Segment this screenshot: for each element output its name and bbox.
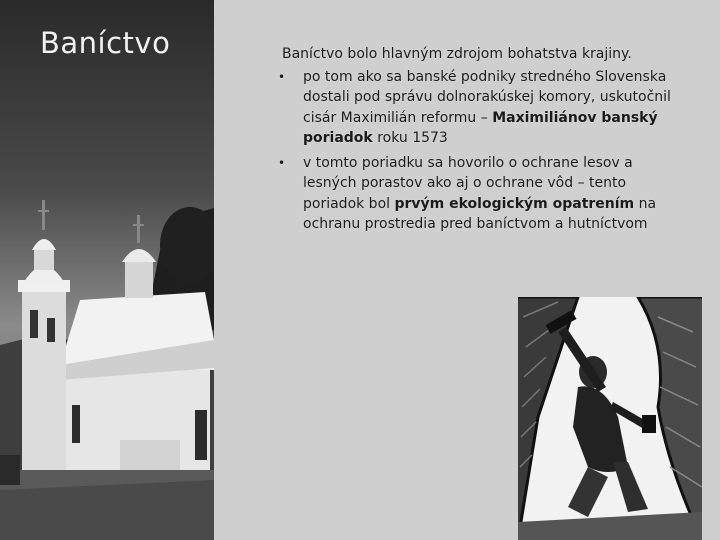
slide-title: Baníctvo xyxy=(40,26,171,60)
miner-illustration xyxy=(518,297,702,540)
bullet-marker: • xyxy=(278,69,286,84)
bullet-text: v tomto poriadku sa hovorilo o ochrane lesov a lesných porastov ako aj o ochrane vôd – tento poriadok bol xyxy=(303,154,633,212)
bullet-bold-text: prvým ekologickým opatrením xyxy=(394,195,635,212)
bullet-bold-text: Maximiliánov banský poriadok xyxy=(303,109,658,146)
bullet-text: po tom ako sa banské podniky stredného Slovenska dostali pod správu dolnorakúskej komory, uskutočnil cisár Maximilián reformu – xyxy=(303,68,671,126)
bullet-list xyxy=(270,67,690,235)
bullet-item xyxy=(270,67,690,149)
lead-paragraph: Baníctvo bolo hlavným zdrojom bohatstva krajiny. xyxy=(282,46,632,62)
church-photo-panel xyxy=(0,0,214,540)
bullet-text-end: roku 1573 xyxy=(372,130,448,146)
bullet-marker: • xyxy=(278,155,286,170)
church-photo xyxy=(0,0,214,540)
bullet-text-end: na ochranu prostredia pred baníctvom a hutníctvom xyxy=(303,195,657,232)
miner-woodcut xyxy=(518,297,702,540)
slide-content xyxy=(270,44,690,239)
bullet-item xyxy=(270,153,690,235)
